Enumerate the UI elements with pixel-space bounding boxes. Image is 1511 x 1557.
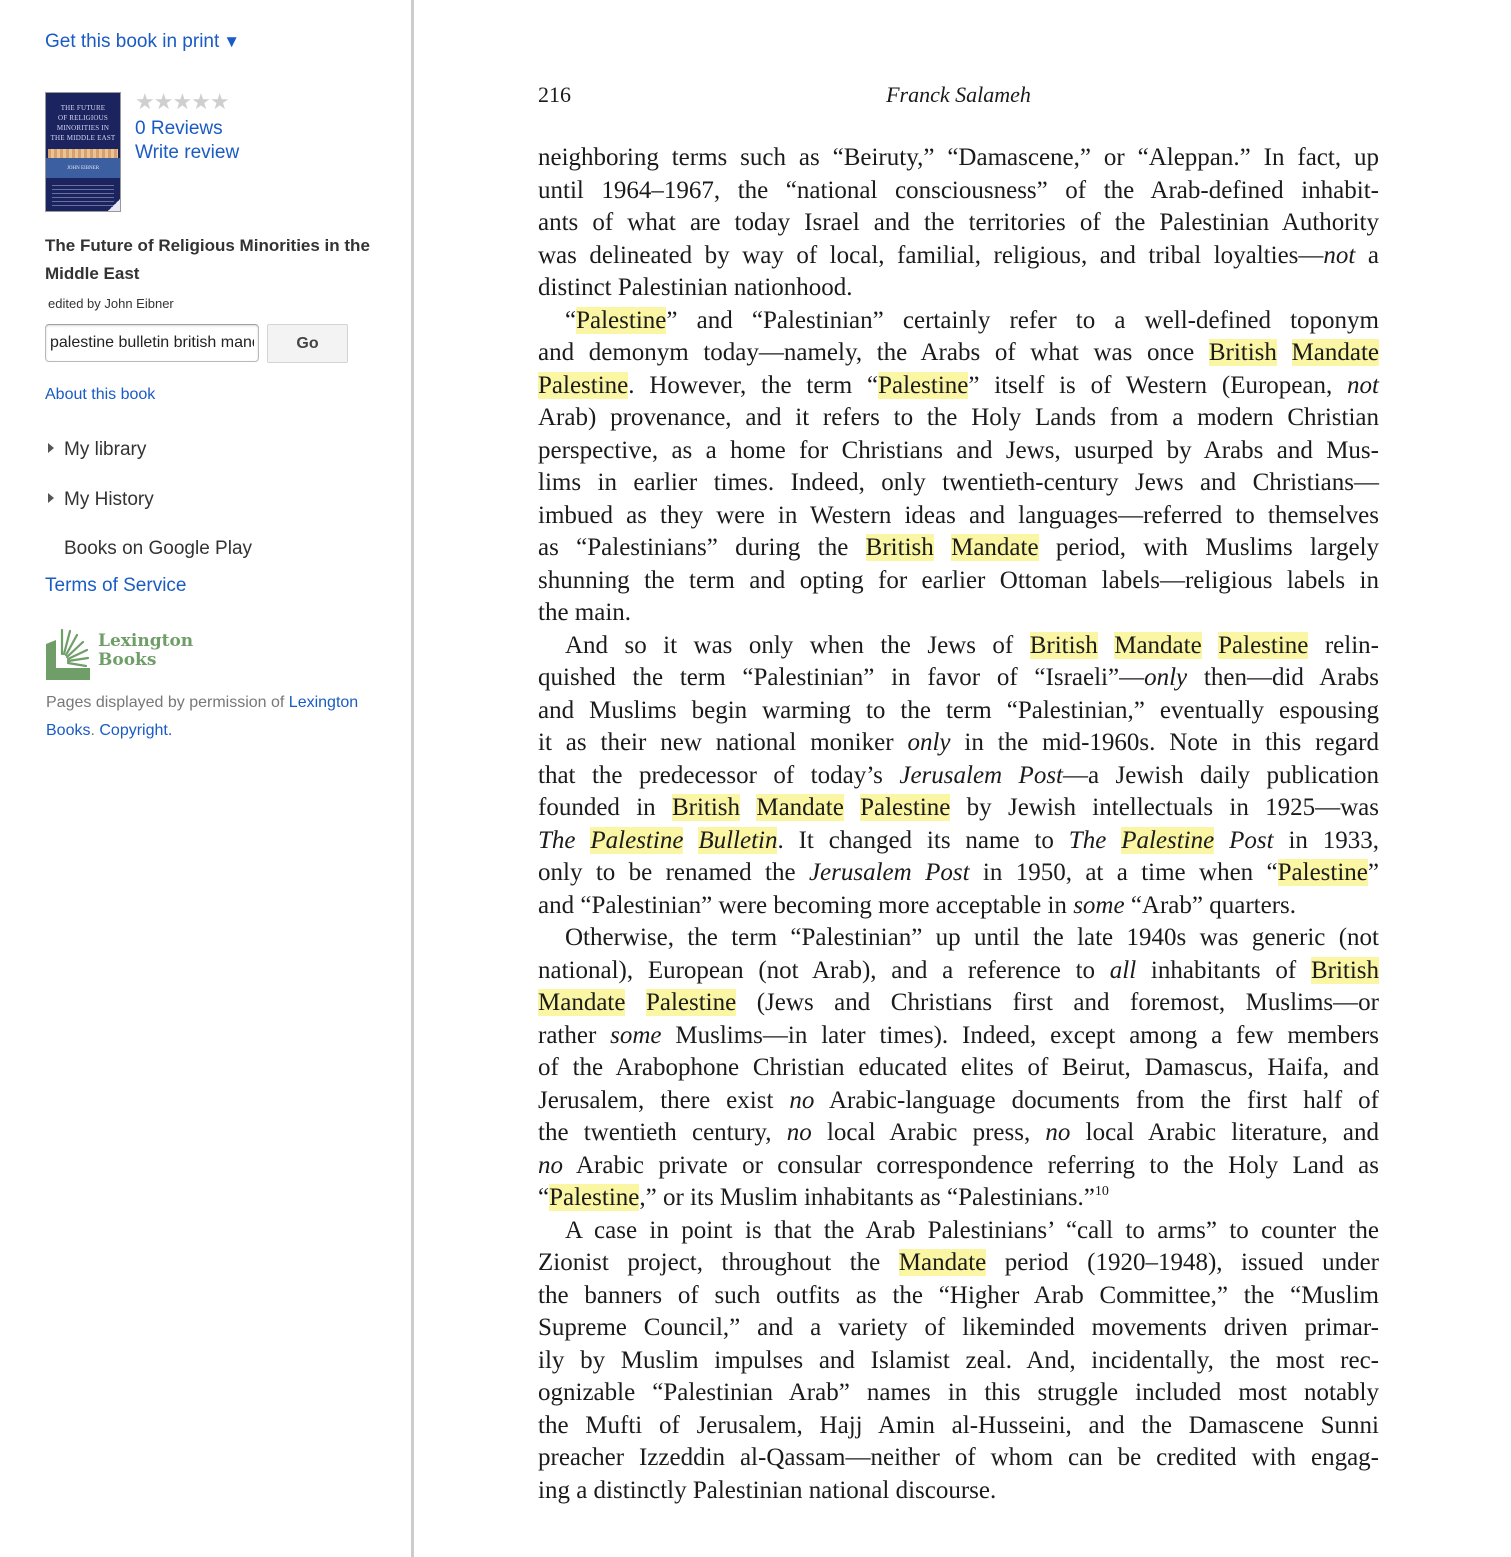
text-line [538, 207, 1379, 240]
text-run [1202, 632, 1218, 659]
italic-text [683, 827, 698, 854]
italic-text: The [1068, 826, 1122, 854]
expand-arrow-icon [48, 493, 54, 503]
text-line [538, 1247, 1379, 1280]
search-in-book-input[interactable] [45, 324, 259, 362]
rating-stars-icon: ★★★★★ [135, 89, 229, 114]
text-line [538, 1377, 1379, 1410]
text-line [538, 1020, 1379, 1053]
text-run: in 1950, at a time when “ [969, 859, 1278, 886]
publisher-logo-text: Lexington Books [98, 631, 194, 670]
book-page [538, 80, 1380, 1504]
text-run: and demonym today—namely, the Arabs of what was once [538, 339, 1209, 366]
text-run: in 1933, [1273, 826, 1380, 854]
text-run [934, 534, 951, 561]
search-highlight: Palestine [1121, 826, 1215, 854]
text-line [538, 630, 1379, 663]
text-run: Muslims—in later times). Indeed, except among a few members [661, 1021, 1379, 1049]
search-highlight: Palestine [1218, 631, 1309, 659]
italic-text: no [786, 1119, 812, 1146]
text-line [538, 532, 1379, 565]
text-run: ants of what are today Israel and the territories of the Palestinian Authority [538, 209, 1379, 236]
text-run: A case in point is that the Arab Palestinians’ “call to arms” to counter the [565, 1216, 1379, 1244]
text-run: lims in earlier times. Indeed, only twentieth-century Jews and Christians— [538, 469, 1379, 496]
go-button[interactable]: Go [267, 324, 348, 363]
text-line [538, 1280, 1379, 1313]
write-review-link[interactable]: Write review [135, 142, 240, 163]
text-run: the main. [538, 599, 632, 626]
italic-text: Jerusalem Post [899, 761, 1063, 789]
text-run: period (1920–1948), issued under [986, 1249, 1379, 1276]
text-line [538, 435, 1379, 468]
text-line [538, 1410, 1379, 1443]
search-highlight: Palestine [860, 794, 951, 821]
search-highlight: Palestine [576, 306, 667, 334]
text-run: Arabic-language documents from the first half of [814, 1086, 1379, 1114]
nav-books-on-google-play[interactable] [48, 538, 252, 560]
search-highlight: British [1208, 339, 1277, 366]
search-highlight: British [671, 794, 741, 821]
nav-label: Books on Google Play [64, 538, 253, 559]
text-run: Jerusalem, there exist [538, 1086, 790, 1114]
text-run: shunning the term and opting for earlier Ottoman labels—religious labels in [538, 566, 1379, 594]
text-run: . However, the term “ [628, 371, 879, 399]
text-line [538, 305, 1379, 338]
italic-text: no [538, 1151, 563, 1179]
text-line [538, 662, 1379, 695]
search-highlight: British [865, 534, 934, 561]
text-run: “Arab” quarters. [1124, 891, 1297, 919]
text-line [538, 142, 1379, 175]
text-run: the Mufti of Jerusalem, Hajj Amin al-Husseini, and the Damascene Sunni [538, 1411, 1379, 1439]
text-line [538, 402, 1379, 435]
italic-text: all [1109, 956, 1137, 984]
text-run: rather [538, 1021, 611, 1049]
expand-arrow-icon [48, 443, 54, 453]
text-run: Otherwise, the term “Palestinian” up until the late 1940s was generic (not [565, 924, 1379, 951]
text-line [538, 1085, 1379, 1118]
search-highlight: British [1029, 631, 1098, 659]
search-highlight: Palestine [538, 371, 629, 399]
text-line [538, 370, 1379, 403]
text-line [538, 175, 1379, 208]
text-run: local Arabic literature, and [1070, 1119, 1380, 1146]
text-run: ” and “Palestinian” certainly refer to a well-defined toponym [666, 306, 1379, 334]
text-line [538, 1442, 1379, 1475]
text-line [538, 792, 1379, 825]
text-line [538, 1312, 1379, 1345]
text-run: in the mid-1960s. Note in this regard [950, 729, 1379, 756]
text-run: perspective, as a home for Christians and Jews, usurped by Arabs and Mus- [538, 436, 1379, 464]
text-line [538, 500, 1379, 533]
page-curl-icon [108, 199, 120, 211]
text-run [625, 989, 646, 1016]
text-line [538, 1215, 1379, 1248]
text-run: then—did Arabs [1187, 664, 1379, 691]
dropdown-triangle-icon: ▼ [223, 32, 241, 51]
text-run: Arab) provenance, and it refers to the Holy Lands from a modern Christian [538, 404, 1379, 431]
text-run: And so it was only when the Jews of [565, 631, 1030, 659]
nav-my-history[interactable] [48, 489, 154, 511]
search-highlight: Mandate [1291, 339, 1379, 366]
text-run: Zionist project, throughout the [538, 1249, 899, 1276]
search-highlight: Palestine [549, 1184, 640, 1211]
text-line [538, 467, 1379, 500]
lexington-leaf-icon [46, 628, 96, 680]
text-run: distinct Palestinian nationhood. [538, 274, 853, 301]
search-highlight: Palestine [590, 826, 684, 854]
copyright-link[interactable]: Copyright [99, 722, 168, 739]
book-title: The Future of Religious Minorities in the Middle East [45, 236, 370, 283]
terms-of-service-link[interactable]: Terms of Service [45, 575, 187, 596]
italic-text: some [1073, 891, 1125, 919]
text-run: ,” or its Muslim inhabitants as “Palestinians.” [639, 1184, 1095, 1211]
italic-text: not [1347, 371, 1379, 399]
text-run: preacher Izzeddin al-Qassam—neither of whom can be credited with engag- [538, 1444, 1379, 1471]
text-line [538, 1182, 1379, 1215]
text-line [538, 597, 1379, 630]
sidebar [0, 0, 414, 1557]
text-line [538, 890, 1379, 923]
italic-text: The [538, 826, 591, 854]
book-editor: edited by John Eibner [48, 296, 174, 311]
reviews-link[interactable]: 0 Reviews [135, 118, 223, 139]
about-this-book-link[interactable]: About this book [45, 386, 156, 403]
nav-label: My History [64, 489, 154, 510]
text-run: “ [565, 306, 577, 334]
text-line [538, 825, 1379, 858]
italic-text: only [1144, 664, 1188, 691]
text-line [538, 857, 1379, 890]
text-line [538, 1345, 1379, 1378]
text-line [538, 955, 1379, 988]
text-run: it as their new national moniker [538, 729, 908, 756]
publisher-logo[interactable] [46, 628, 196, 680]
search-highlight: British [1310, 956, 1380, 984]
text-line [538, 240, 1379, 273]
search-highlight: Mandate [1114, 631, 1202, 659]
text-line [538, 1150, 1379, 1183]
text-line [538, 695, 1379, 728]
search-highlight: Palestine [645, 989, 737, 1016]
text-run: local Arabic press, [811, 1119, 1046, 1146]
cover-contributors [52, 185, 114, 207]
text-run: Arabic private or consular correspondence referring to the Holy Land as [563, 1151, 1379, 1179]
text-line [538, 1117, 1379, 1150]
nav-label: My library [64, 439, 147, 460]
text-run: neighboring terms such as “Beiruty,” “Damascene,” or “Aleppan.” In fact, up [538, 144, 1379, 171]
text-run [844, 794, 860, 821]
book-cover-thumbnail[interactable] [45, 92, 121, 212]
cover-editor: JOHN EIBNER [66, 166, 100, 171]
text-run: as “Palestinians” during the [538, 534, 866, 561]
text-line [538, 922, 1379, 955]
text-run: and Muslims begin warming to the term “Palestinian,” eventually espousing [538, 696, 1379, 724]
text-run: ” itself is of Western (European, [968, 371, 1348, 399]
text-run [1098, 632, 1114, 659]
search-highlight: Palestine [878, 371, 969, 399]
italic-text: no [789, 1086, 815, 1114]
text-line [538, 1052, 1379, 1085]
text-run: relin- [1308, 631, 1379, 659]
text-run: of the Arabophone Christian educated elites of Beirut, Damascus, Haifa, and [538, 1054, 1379, 1081]
page-text [538, 142, 1379, 1507]
search-highlight: Mandate [538, 989, 626, 1016]
text-run: a [1355, 241, 1379, 269]
text-run: inhabitants of [1136, 956, 1311, 984]
italic-text: Post [1214, 826, 1274, 854]
text-run: ” [1367, 859, 1380, 886]
search-highlight: Bulletin [698, 826, 778, 854]
text-run: imbued as they were in Western ideas and languages—referred to themselves [538, 501, 1379, 529]
text-run: ily by Muslim impulses and Islamist zeal. And, incidentally, the most rec- [538, 1346, 1379, 1374]
search-highlight: Mandate [951, 534, 1039, 561]
italic-text: some [610, 1021, 662, 1049]
text-run: national), European (not Arab), and a reference to [538, 956, 1110, 984]
text-run: period, with Muslims largely [1038, 534, 1380, 561]
text-run: Supreme Council,” and a variety of likeminded movements driven primar- [538, 1314, 1379, 1341]
text-line [538, 565, 1379, 598]
text-line [538, 337, 1379, 370]
running-header [538, 80, 1379, 112]
footnote-marker: 10 [1094, 1184, 1109, 1199]
italic-text: Jerusalem Post [808, 859, 970, 886]
text-run: (Jews and Christians first and foremost, Muslims—or [736, 989, 1379, 1016]
text-line [538, 987, 1379, 1020]
text-run: by Jewish intellectuals in 1925—was [950, 794, 1380, 821]
page-number: 216 [538, 82, 571, 107]
text-run: only to be renamed the [538, 859, 809, 886]
publisher-link[interactable]: Lexington Books [46, 694, 359, 739]
text-run: —a Jewish daily publication [1063, 761, 1379, 789]
text-run: until 1964–1967, the “national consciousness” of the Arab-defined inhabit- [538, 176, 1379, 204]
text-line [538, 272, 1379, 305]
get-print-label: Get this book in print [45, 31, 220, 52]
text-run: “ [538, 1184, 550, 1211]
text-run: and “Palestinian” were becoming more acceptable in [538, 891, 1074, 919]
text-run: ing a distinctly Palestinian national discourse. [538, 1476, 997, 1504]
text-run: was delineated by way of local, familial, religious, and tribal loyalties— [538, 241, 1324, 269]
italic-text: no [1045, 1119, 1071, 1146]
text-line [538, 760, 1379, 793]
get-book-in-print-link[interactable] [45, 31, 240, 53]
cover-title: THE FUTURE OF RELIGIOUS MINORITIES IN THE MIDDLE EAST [50, 104, 116, 142]
search-highlight: Mandate [756, 794, 844, 821]
text-run: the twentieth century, [538, 1119, 787, 1146]
italic-text: not [1323, 241, 1356, 269]
text-run: that the predecessor of today’s [538, 761, 900, 789]
text-line [538, 1475, 1379, 1508]
text-run: ognizable “Palestinian Arab” names in this struggle included most notably [538, 1379, 1379, 1406]
text-run: the banners of such outfits as the “Higher Arab Committee,” the “Muslim [538, 1281, 1379, 1309]
text-run [1277, 339, 1292, 366]
search-highlight: Palestine [1277, 859, 1368, 886]
permission-notice: Pages displayed by permission of Lexington Books. Copyright. [46, 694, 359, 739]
italic-text: only [907, 729, 951, 756]
text-line [538, 727, 1379, 760]
cover-ornament [48, 149, 118, 158]
text-run: quished the term “Palestinian” in favor of “Israeli”— [538, 664, 1145, 691]
text-run: . It changed its name to [777, 826, 1069, 854]
text-run [740, 794, 756, 821]
running-head-author: Franck Salameh [886, 82, 1031, 107]
text-run: founded in [538, 794, 672, 821]
nav-my-library[interactable] [48, 439, 146, 461]
search-highlight: Mandate [898, 1249, 987, 1276]
